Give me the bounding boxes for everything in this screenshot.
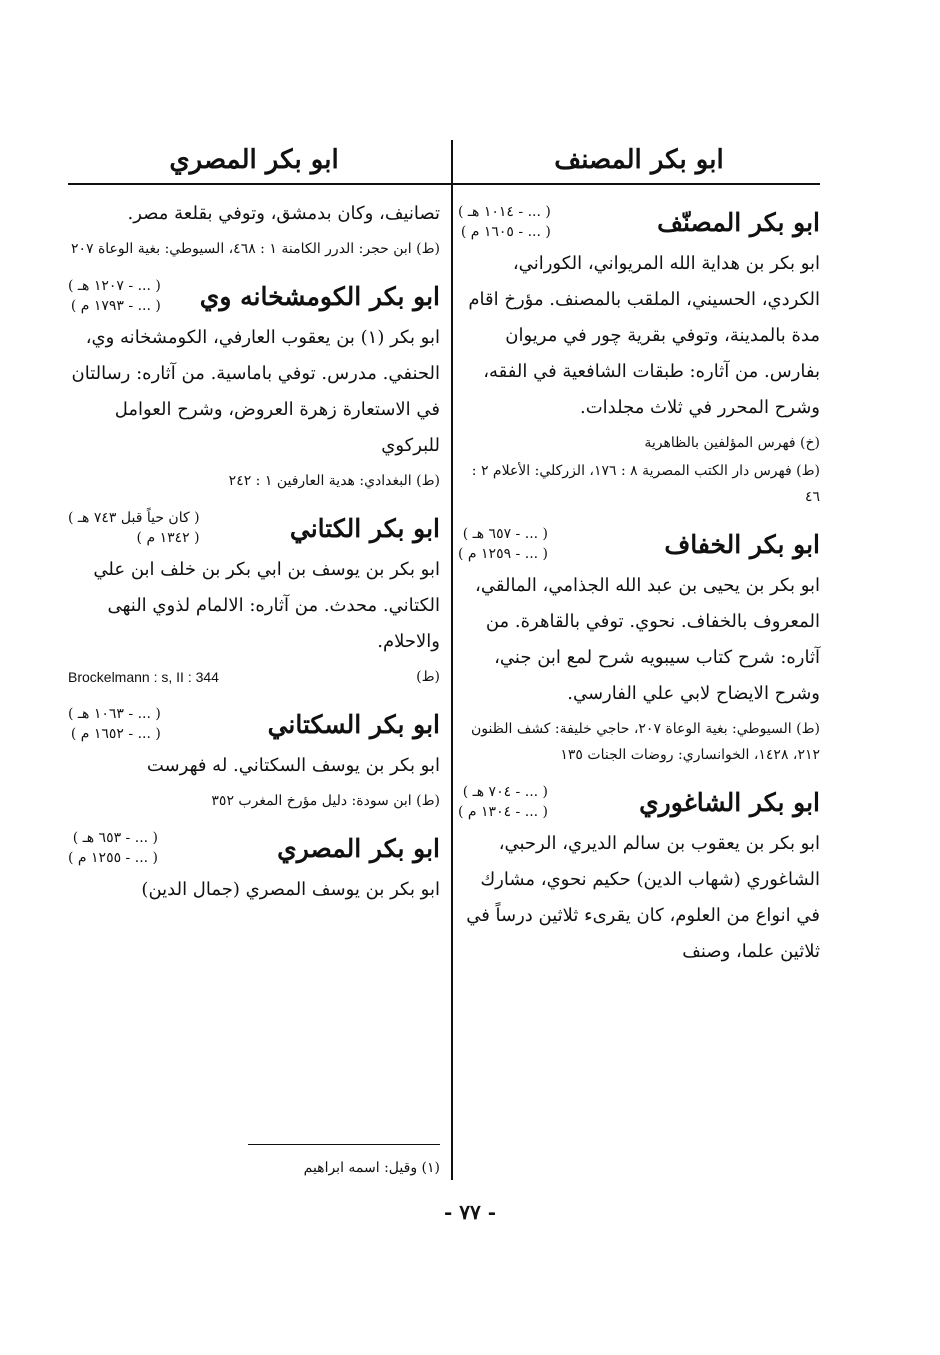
entry-ref: (ط) السيوطي: بغية الوعاة ٢٠٧، حاجي خليفة: كشف الظنون ٢١٢، ١٤٢٨، الخوانساري: روضات الجنات ١٣٥ [471, 721, 820, 763]
date-hijri: ( ... - ١٠١٤ هـ ) [458, 204, 551, 220]
entry-dates [458, 782, 548, 822]
entry-dates [68, 508, 200, 548]
entry-ref-row [68, 664, 440, 690]
footnote: (١) وقيل: اسمه ابراهيم [303, 1160, 440, 1176]
date-gregorian: ( ... - ١٦٠٥ م ) [460, 224, 551, 240]
entry-dates [68, 704, 161, 744]
entry [68, 704, 440, 814]
entry-name: ابو بكر الشاغوري [639, 787, 820, 817]
entry [458, 782, 820, 970]
entry-name: ابو بكر الكتاني [289, 513, 440, 543]
entry [458, 202, 820, 510]
latin-ref: Brockelmann : s, II : 344 [68, 669, 219, 685]
entry [68, 276, 440, 494]
entry-body: تصانيف، وكان بدمشق، وتوفي بقلعة مصر. [127, 203, 440, 224]
entry-name: ابو بكر المصري [277, 833, 440, 863]
entry-name: ابو بكر المصنّف [657, 207, 820, 237]
header-rule [68, 183, 820, 185]
entry-continuation [68, 196, 440, 262]
page-number: - ٧٧ - [443, 1200, 496, 1224]
entry-dates [68, 828, 158, 868]
footnote-rule [248, 1144, 440, 1145]
header-left [68, 140, 440, 180]
entry-ref: (خ) فهرس المؤلفين بالظاهرية [644, 435, 820, 451]
entry-ref: (ط) ابن حجر: الدرر الكامنة ١ : ٤٦٨، السيوطي: بغية الوعاة ٢٠٧ [70, 241, 440, 257]
entry-body: ابو بكر بن يوسف بن ابي بكر بن خلف ابن علي الكتاني. محدث. من آثاره: الالمام لذوي النهى والاحلام. [93, 559, 440, 652]
entry-body: ابو بكر (١) بن يعقوب العارفي، الكومشخانه وي، الحنفي. مدرس. توفي باماسية. من آثاره: رسالتان في الاستعارة زهرة العروض، وشرح العوامل للبركوي [71, 327, 440, 456]
entry [68, 508, 440, 690]
entry-name: ابو بكر السكتاني [267, 709, 440, 739]
date-gregorian: ( ... - ١٢٥٥ م ) [68, 850, 159, 866]
entry-dates [68, 276, 161, 316]
entry [458, 524, 820, 768]
entry-ref: (ط) فهرس دار الكتب المصرية ٨ : ١٧٦، الزركلي: الأعلام ٢ : ٤٦ [471, 463, 820, 505]
date-gregorian: ( ... - ١٦٥٢ م ) [70, 726, 161, 742]
date-hijri: ( ... - ٦٥٧ هـ ) [462, 526, 549, 542]
entry-body: ابو بكر بن يوسف السكتاني. له فهرست [146, 755, 440, 776]
date-hijri: ( ... - ٧٠٤ هـ ) [462, 784, 549, 800]
entry-ref: (ط) [416, 669, 440, 685]
date-hijri: ( ... - ١٢٠٧ هـ ) [68, 278, 161, 294]
entry-ref: (ط) البغدادي: هدية العارفين ١ : ٢٤٢ [228, 473, 440, 489]
entry-ref: (ط) ابن سودة: دليل مؤرخ المغرب ٣٥٢ [211, 793, 440, 809]
entry-dates [458, 524, 548, 564]
date-hijri: ( كان حياً قبل ٧٤٣ هـ ) [68, 510, 200, 526]
entry-body: ابو بكر بن يعقوب بن سالم الديري، الرحبي، الشاغوري (شهاب الدين) حكيم نحوي، مشارك في انواع من العلوم، كان يقرىء ثلاثين درساً في ثلاثين علما، وصنف [466, 833, 820, 962]
date-gregorian: ( ١٣٤٢ م ) [136, 530, 200, 546]
header-right [458, 140, 820, 180]
entry-body: ابو بكر بن يوسف المصري (جمال الدين) [141, 879, 440, 900]
left-column [68, 188, 440, 912]
running-head-left: ابو بكر المصري [169, 145, 339, 175]
date-gregorian: ( ... - ١٣٠٤ م ) [458, 804, 549, 820]
entry-name: ابو بكر الكومشخانه وي [199, 281, 440, 311]
entry-name: ابو بكر الخفاف [664, 529, 820, 559]
entry [68, 828, 440, 908]
entry-body: ابو بكر بن يحيى بن عبد الله الجذامي، المالقي، المعروف بالخفاف. نحوي. توفي بالقاهرة. من آثاره: شرح كتاب سيبويه شرح لمع ابن جني، وشرح الايضاح لابي علي الفارسي. [475, 575, 820, 704]
date-hijri: ( ... - ٦٥٣ هـ ) [72, 830, 159, 846]
entry-body: ابو بكر بن هداية الله المريواني، الكوراني، الكردي، الحسيني، الملقب بالمصنف. مؤرخ اقام مدة بالمدينة، وتوفي بقرية چور في مريوان بفارس. من آثاره: طبقات الشافعية في الفقه، وشرح المحرر في ثلاث مجلدات. [468, 253, 820, 418]
date-gregorian: ( ... - ١٢٥٩ م ) [458, 546, 549, 562]
right-column [458, 188, 820, 974]
column-divider [451, 140, 453, 1180]
running-head-right: ابو بكر المصنف [554, 145, 724, 175]
date-hijri: ( ... - ١٠٦٣ هـ ) [68, 706, 161, 722]
date-gregorian: ( ... - ١٧٩٣ م ) [70, 298, 161, 314]
entry-dates [458, 202, 551, 242]
